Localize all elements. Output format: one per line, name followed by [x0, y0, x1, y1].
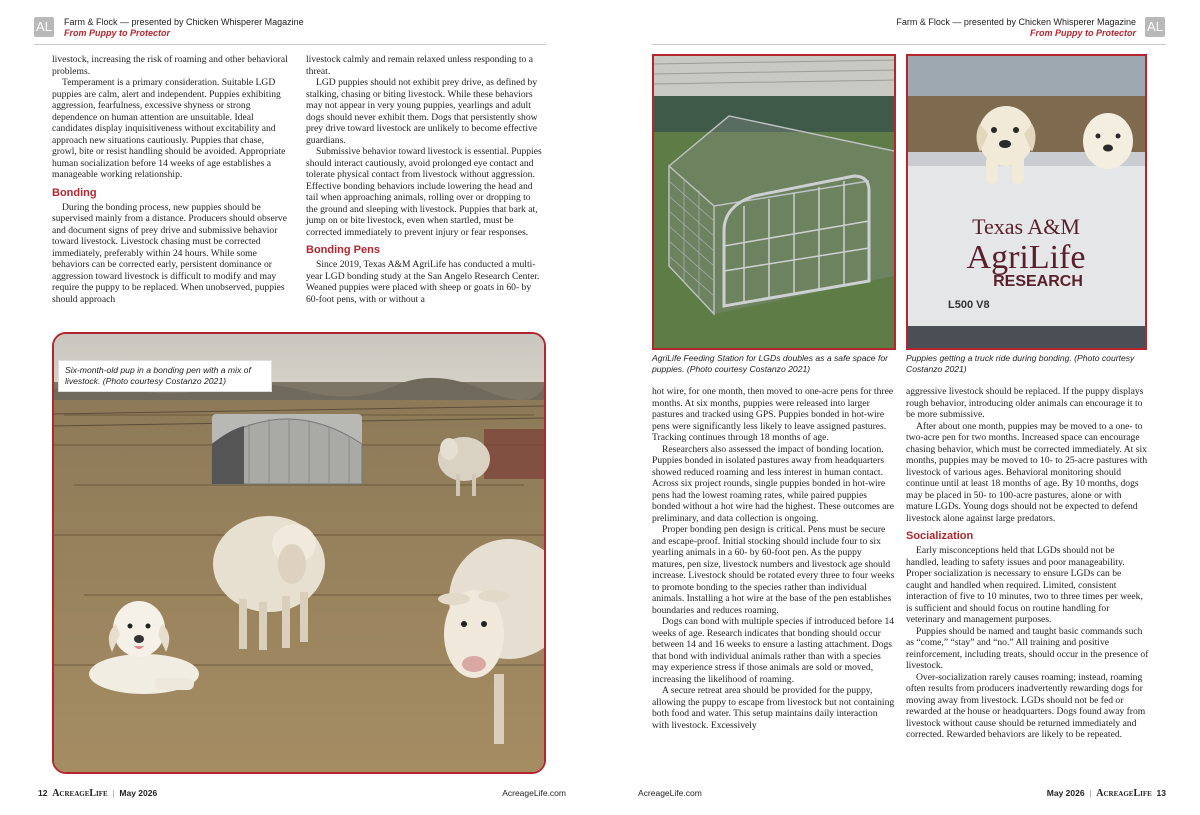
- header-subtitle: From Puppy to Protector: [1029, 28, 1136, 38]
- paragraph: hot wire, for one month, then moved to one-acre pens for three months. At six months, puppies were released into larger pastures and tracked using GPS. Puppies bonded in hot-wire pens were significantly less likely to leave assigned pastures. Tracking continues through 18 months of age.: [652, 386, 894, 443]
- article-column-2: [306, 54, 544, 305]
- footer-site-left[interactable]: AcreageLife.com: [502, 788, 566, 798]
- running-header-left: [64, 17, 304, 39]
- footer-site-right[interactable]: AcreageLife.com: [638, 788, 702, 798]
- truck-puppies-illustration: [908, 56, 1145, 348]
- magazine-logo-left: AL: [34, 17, 54, 37]
- paragraph: Since 2019, Texas A&M AgriLife has conducted a multi-year LGD bonding study at the San Angelo Research Center. Weaned puppies were placed with sheep or goats in 60- by 60-foot pens, with or without a: [306, 259, 540, 305]
- header-title: Farm & Flock — presented by Chicken Whisperer Magazine: [896, 17, 1136, 27]
- footer-right: May 2026 | AcreageLife 13: [1046, 788, 1166, 799]
- footer-left: 12 AcreageLife | May 2026: [38, 788, 158, 799]
- photo-caption-truck: Puppies getting a truck ride during bonding. (Photo courtesy Costanzo 2021): [906, 353, 1135, 374]
- header-title: Farm & Flock — presented by Chicken Whisperer Magazine: [64, 17, 304, 27]
- paragraph: During the bonding process, new puppies should be supervised mainly from a distance. Producers should observe and document signs of prey drive and submissive behavior toward livestock. Livestock chasing must be corrected immediately, preferably within 24 hours. While some behaviors can be corrected early, persistent dominance or aggression toward livestock is difficult to modify and may require the puppy to be replaced. When unobserved, puppies should approach: [52, 201, 287, 305]
- paragraph: A secure retreat area should be provided for the puppy, allowing the puppy to escape from livestock but not containing both food and water. This setup maintains daily interaction with livestock. Excessively: [652, 685, 895, 731]
- paragraph: Dogs can bond with multiple species if introduced before 14 weeks of age. Research indicates that bonding should occur between 14 and 16 weeks to ensure a lasting attachment. Dogs that bond with individual animals rather than with a species may experience stress if those animals are sold or moved, increasing the likelihood of roaming.: [652, 616, 895, 685]
- truck-sign-line3: RESEARCH: [993, 273, 1083, 290]
- section-heading-socialization: Socialization: [906, 530, 974, 542]
- running-header-right: [820, 17, 1136, 39]
- header-subtitle: From Puppy to Protector: [64, 28, 171, 38]
- paragraph: Over-socialization rarely causes roaming; instead, roaming often results from producers inadvertently rewarding dogs for moving away from livestock. LGDs should not be fed or rewarded at the house or headquarters. Dogs found away from livestock without cause should be returned immediately and corrected. Rewarded behaviors are likely to be repeated.: [906, 671, 1146, 740]
- footer-date: May 2026: [119, 788, 158, 798]
- paragraph: Puppies should be named and taught basic commands such as “come,” “stay” and “no.” All training and positive reinforcement, including treats, should occur in the presence of livestock.: [906, 625, 1149, 671]
- paragraph: aggressive livestock should be replaced. If the puppy displays rough behavior, introducing older animals can encourage it to be more submissive.: [906, 386, 1144, 420]
- header-rule-right: [652, 44, 1166, 45]
- page-number-left: 12: [38, 788, 48, 798]
- photo-caption-station: AgriLife Feeding Station for LGDs doubles as a safe space for puppies. (Photo courtesy Costanzo 2021): [652, 353, 888, 374]
- paragraph: Proper bonding pen design is critical. Pens must be secure and escape-proof. Initial stocking should include four to six yearling animals in a 60- by 60-foot pen. As the puppy matures, pen size, livestock numbers and livestock age should increase. Livestock should be rotated every three to four weeks to promote bonding to the species rather than individual animals. Installing a hot wire at the base of the pen establishes boundaries and reduces roaming.: [652, 524, 895, 616]
- paragraph: Researchers also assessed the impact of bonding location. Puppies bonded in isolated pastures away from headquarters showed reduced roaming and less interest in human contact. Across six project rounds, single puppies bonded in hot-wire pens had the lowest roaming rates, while paired puppies bonded without a hot wire had the highest. These outcomes are preliminary, and data collection is ongoing.: [652, 443, 895, 524]
- feeding-station-photo: [652, 54, 896, 350]
- footer-date: May 2026: [1046, 788, 1085, 798]
- paragraph: livestock, increasing the risk of roaming and other behavioral problems.: [52, 54, 288, 77]
- article-column-1: [52, 54, 290, 305]
- article-column-3: [652, 386, 895, 731]
- article-column-4: [906, 386, 1149, 741]
- paragraph: Temperament is a primary consideration. Suitable LGD puppies are calm, alert and independent. Puppies exhibiting aggression, fearfulness, excessive shyness or strong dependence on human attention are unsuitable. Ideal candidates display inquisitiveness without excitability and approach new situations cautiously. Puppies that chase, growl, bite or resist handling should be avoided. Appropriate human socialization before 14 weeks of age establishes a manageable working relationship.: [52, 77, 286, 180]
- pup-livestock-illustration: [54, 334, 544, 772]
- paragraph: Early misconceptions held that LGDs should not be handled, leading to safety issues and poor manageability. Proper socialization is necessary to ensure LGDs can be caught and handled when required. Limited, consistent interaction of five to 10 minutes, two to three times per week, is sufficient and should focus on routine handling for veterinary and management purposes.: [906, 545, 1143, 625]
- paragraph: Submissive behavior toward livestock is essential. Puppies should interact cautiously, avoid prolonged eye contact and tolerate physical contact from livestock without aggression. Effective bonding behaviors include lowering the head and tail when approaching animals, rolling over or dropping to the ground and sleeping with livestock. Puppies that bark at, jump on or bite livestock, even when startled, must be corrected immediately to prevent injury or fear responses.: [306, 146, 542, 238]
- truck-puppies-photo: [906, 54, 1147, 350]
- magazine-logo-right: AL: [1145, 17, 1165, 37]
- truck-sign-line2: AgriLife: [966, 239, 1086, 276]
- truck-plate: L500 V8: [948, 299, 990, 311]
- paragraph: After about one month, puppies may be moved to a one- to two-acre pen for two months. Increased space can encourage chasing behavior, which must be corrected immediately. At six months, puppies may be moved to 10- to 25-acre pastures with livestock of various ages. Behavioral monitoring should continue until at least 18 months of age. By 10 months, dogs may be placed in 50- to 100-acre pastures, alone or with mature LGDs. Young dogs should not be expected to defend livestock alone against large predators.: [906, 420, 1148, 524]
- footer-brand: AcreageLife: [1096, 788, 1152, 799]
- header-rule-left: [34, 44, 546, 45]
- footer-brand: AcreageLife: [52, 788, 108, 799]
- paragraph: livestock calmly and remain relaxed unless responding to a threat.: [306, 54, 533, 77]
- truck-sign-line1: Texas A&M: [972, 214, 1080, 239]
- section-heading-bonding-pens: Bonding Pens: [306, 244, 380, 256]
- photo-caption-pup: Six-month-old pup in a bonding pen with a mix of livestock. (Photo courtesy Costanzo 2021): [58, 360, 272, 392]
- page-number-right: 13: [1156, 788, 1166, 798]
- feeding-station-illustration: [654, 56, 894, 348]
- section-heading-bonding: Bonding: [52, 186, 97, 199]
- pup-livestock-photo: [52, 332, 546, 774]
- paragraph: LGD puppies should not exhibit prey drive, as defined by stalking, chasing or biting livestock. While these behaviors may not appear in very young puppies, yearlings and adult dogs should never exhibit them. Dogs that persistently show prey drive toward livestock are unlikely to become effective guardians.: [306, 77, 538, 146]
